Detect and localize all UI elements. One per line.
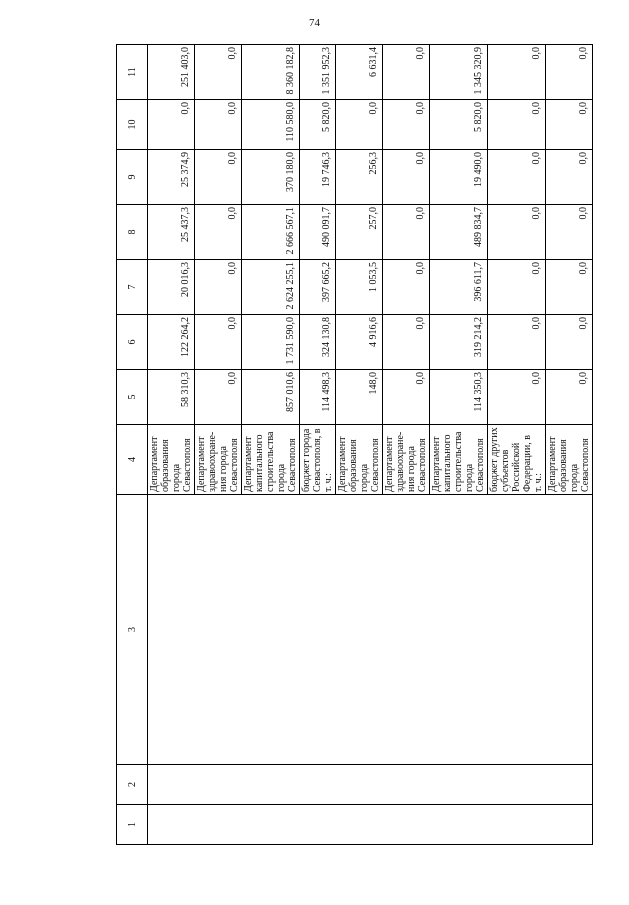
cell-col3-blank	[148, 495, 593, 765]
department-cell: Департамент здравоохране- ния города Севастополя	[383, 425, 430, 495]
value-cell: 20 016,3	[148, 260, 195, 315]
header-row	[117, 45, 148, 845]
value-cell: 2 666 567,1	[242, 205, 300, 260]
value-cell: 0,0	[383, 315, 430, 370]
header-cell: 3	[117, 495, 148, 765]
value-cell: 0,0	[383, 260, 430, 315]
value-cell: 1 053,5	[336, 260, 383, 315]
department-cell: Департамент капитального строительства города Севастополя	[430, 425, 488, 495]
value-cell: 489 834,7	[430, 205, 488, 260]
value-cell: 0,0	[336, 100, 383, 150]
department-cell: Департамент капитального строительства города Севастополя	[242, 425, 300, 495]
budget-table	[116, 44, 593, 845]
value-cell: 0,0	[195, 150, 242, 205]
value-cell: 0,0	[195, 260, 242, 315]
value-cell: 256,3	[336, 150, 383, 205]
value-cell: 0,0	[488, 205, 546, 260]
department-cell: бюджет города Севастополя, в т. ч.:	[300, 425, 336, 495]
value-cell: 324 130,8	[300, 315, 336, 370]
value-cell: 19 746,3	[300, 150, 336, 205]
cell-col1-blank	[148, 805, 593, 845]
value-cell: 25 437,3	[148, 205, 195, 260]
value-cell: 0,0	[546, 260, 593, 315]
value-cell: 0,0	[546, 100, 593, 150]
value-cell: 0,0	[488, 150, 546, 205]
value-cell: 397 665,2	[300, 260, 336, 315]
value-cell: 0,0	[195, 315, 242, 370]
value-cell: 0,0	[383, 100, 430, 150]
value-cell: 0,0	[546, 150, 593, 205]
value-cell: 148,0	[336, 370, 383, 425]
value-cell: 2 624 255,1	[242, 260, 300, 315]
value-cell: 4 916,6	[336, 315, 383, 370]
header-cell: 5	[117, 370, 148, 425]
department-cell: Департамент образования города Севастополя	[336, 425, 383, 495]
value-cell: 0,0	[488, 260, 546, 315]
value-cell: 251 403,0	[148, 45, 195, 100]
page-number: 74	[309, 17, 320, 29]
value-cell: 257,0	[336, 205, 383, 260]
value-cell: 0,0	[383, 150, 430, 205]
department-cell: Департамент образования города Севастополя	[546, 425, 593, 495]
value-cell: 1 731 590,0	[242, 315, 300, 370]
value-cell: 0,0	[195, 370, 242, 425]
value-cell: 857 010,6	[242, 370, 300, 425]
header-cell: 7	[117, 260, 148, 315]
value-cell: 5 820,0	[430, 100, 488, 150]
value-cell: 0,0	[546, 45, 593, 100]
department-cell: Департамент здравоохране- ния города Севастополя	[195, 425, 242, 495]
value-cell: 0,0	[195, 45, 242, 100]
value-cell: 5 820,0	[300, 100, 336, 150]
value-cell: 0,0	[195, 100, 242, 150]
value-cell: 0,0	[488, 370, 546, 425]
header-cell: 9	[117, 150, 148, 205]
header-cell: 11	[117, 45, 148, 100]
header-cell: 1	[117, 805, 148, 845]
header-cell: 4	[117, 425, 148, 495]
value-cell: 6 631,4	[336, 45, 383, 100]
value-cell: 114 498,3	[300, 370, 336, 425]
value-cell: 396 611,7	[430, 260, 488, 315]
department-cell: бюджет других субъектов Российской Федерации, в т. ч.:	[488, 425, 546, 495]
rotated-table-wrapper	[116, 45, 591, 845]
cell-col2-blank	[148, 765, 593, 805]
value-cell: 0,0	[383, 370, 430, 425]
department-cell: Департамент образования города Севастополя	[148, 425, 195, 495]
value-cell: 0,0	[546, 315, 593, 370]
value-cell: 370 180,0	[242, 150, 300, 205]
header-cell: 8	[117, 205, 148, 260]
header-cell: 2	[117, 765, 148, 805]
value-cell: 0,0	[383, 45, 430, 100]
header-cell: 6	[117, 315, 148, 370]
value-cell: 114 350,3	[430, 370, 488, 425]
value-cell: 110 580,0	[242, 100, 300, 150]
value-cell: 1 351 952,3	[300, 45, 336, 100]
value-cell: 0,0	[546, 370, 593, 425]
value-cell: 25 374,9	[148, 150, 195, 205]
value-cell: 0,0	[488, 100, 546, 150]
value-cell: 8 360 182,8	[242, 45, 300, 100]
value-cell: 19 490,0	[430, 150, 488, 205]
value-cell: 58 310,3	[148, 370, 195, 425]
value-cell: 0,0	[383, 205, 430, 260]
value-cell: 0,0	[148, 100, 195, 150]
table-row	[148, 45, 195, 845]
value-cell: 0,0	[195, 205, 242, 260]
value-cell: 490 091,7	[300, 205, 336, 260]
value-cell: 0,0	[488, 45, 546, 100]
value-cell: 0,0	[488, 315, 546, 370]
value-cell: 319 214,2	[430, 315, 488, 370]
value-cell: 0,0	[546, 205, 593, 260]
header-cell: 10	[117, 100, 148, 150]
value-cell: 122 264,2	[148, 315, 195, 370]
value-cell: 1 345 320,9	[430, 45, 488, 100]
